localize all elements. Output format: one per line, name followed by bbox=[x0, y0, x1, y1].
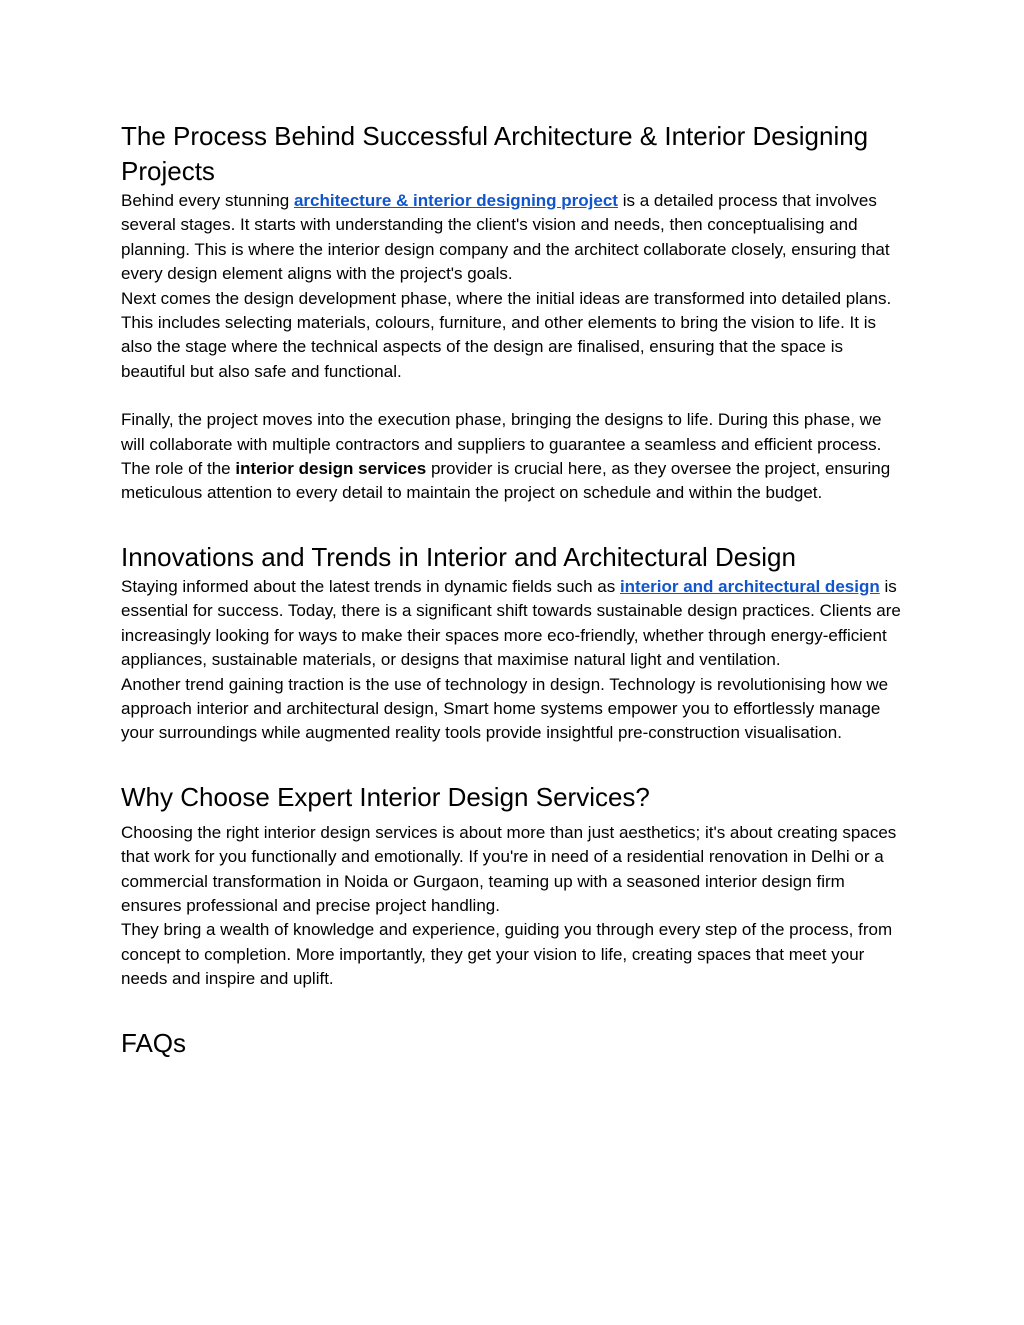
why-paragraph-1: Choosing the right interior design services is about more than just aesthetics; it's about creating spaces that work for you functionally and emotionally. If you're in need of a residential renovation in Delhi or a commercial transformation in Noida or Gurgaon, teaming up with a seasoned interior design firm ensures professional and precise project handling. bbox=[121, 822, 897, 915]
process-paragraph-1 bbox=[121, 189, 904, 287]
process-p1-text-before: Behind every stunning bbox=[121, 191, 294, 210]
process-paragraph-2: Next comes the design development phase, where the initial ideas are transformed into detailed plans. This includes selecting materials, colours, furniture, and other elements to bring the vision to life. It is also the stage where the technical aspects of the design are finalised, ensuring that the space is beautiful but also safe and functional. bbox=[121, 288, 892, 381]
heading-faqs: FAQs bbox=[121, 1027, 187, 1058]
innovations-p1-text-before: Staying informed about the latest trends in dynamic fields such as bbox=[121, 576, 620, 596]
innovations-paragraph-2: Another trend gaining traction is the use of technology in design. Technology is revolutionising how we approach interior and architectural design, Smart home systems empower you to effortlessly manage your surroundings while augmented reality tools provide insightful pre-construction visualisation. bbox=[121, 674, 889, 743]
heading-process: The Process Behind Successful Architecture & Interior Designing Projects bbox=[121, 121, 869, 186]
innovations-p1-text-after: is essential for success. Today, there is a significant shift towards sustainable design practices. Clients are increasingly looking for ways to make their spaces more eco-friendly, whether through energy-efficient appliances, sustainable materials, or designs that maximise natural light and ventilation. bbox=[121, 576, 901, 670]
process-p1-text-after: is a detailed process that involves several stages. It starts with understanding the client's vision and needs, then conceptualising and planning. This is where the interior design company and the architect collaborate closely, ensuring that every design element aligns with the project's goals. bbox=[121, 191, 890, 284]
process-p3-text-after: provider is crucial here, as they oversee the project, ensuring meticulous attention to every detail to maintain the project on schedule and within the budget. bbox=[121, 459, 891, 503]
heading-innovations: Innovations and Trends in Interior and Architectural Design bbox=[121, 541, 796, 572]
why-paragraph-2: They bring a wealth of knowledge and experience, guiding you through every step of the process, from concept to completion. More importantly, they get your vision to life, creating spaces that meet your needs and inspire and uplift. bbox=[121, 920, 893, 989]
process-paragraph-3 bbox=[121, 408, 904, 506]
interior-design-services-bold: interior design services bbox=[235, 459, 427, 479]
paragraph-spacer bbox=[121, 384, 904, 408]
heading-why-choose: Why Choose Expert Interior Design Services? bbox=[121, 781, 650, 812]
architecture-interior-project-link[interactable]: architecture & interior designing project bbox=[293, 191, 618, 210]
process-p3-text-before: Finally, the project moves into the execution phase, bringing the designs to life. During this phase, we will collaborate with multiple contractors and suppliers to guarantee a seamless and efficient process. The role of the bbox=[121, 410, 882, 479]
interior-architectural-design-link[interactable]: interior and architectural design bbox=[619, 576, 880, 596]
innovations-paragraph-1 bbox=[121, 575, 904, 673]
